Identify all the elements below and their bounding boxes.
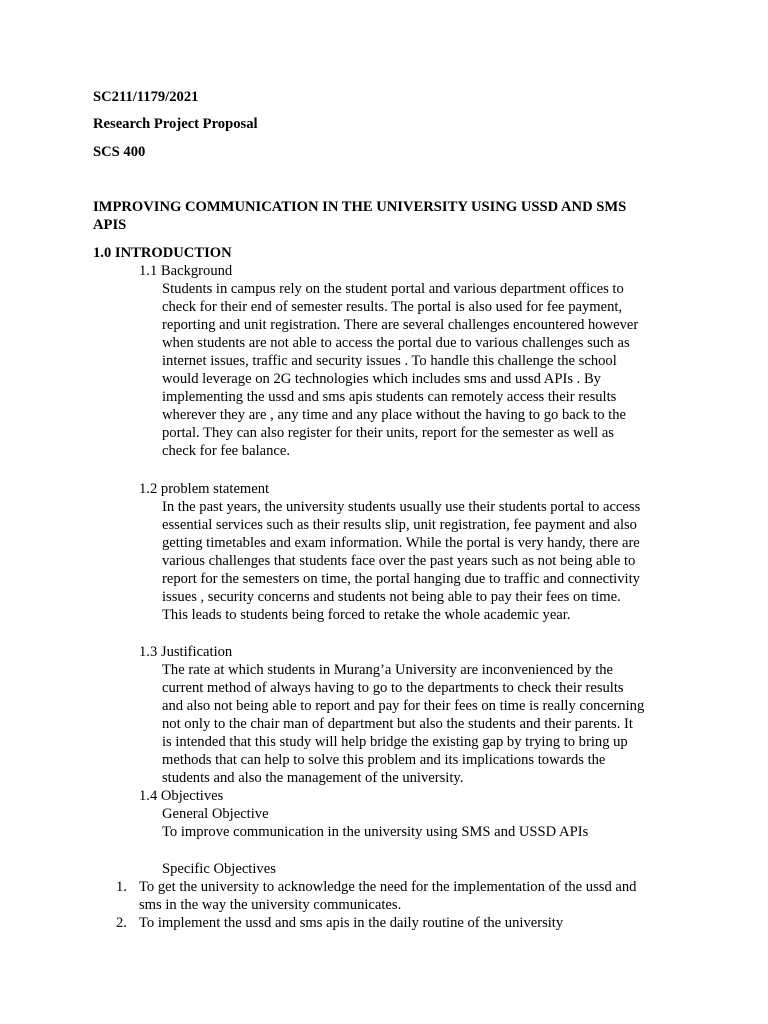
document-type: Research Project Proposal bbox=[93, 116, 258, 132]
background-heading: 1.1 Background bbox=[139, 263, 233, 279]
justification-line: is intended that this study will help bridge the existing gap by trying to bring up bbox=[162, 734, 628, 750]
intro-heading: 1.0 INTRODUCTION bbox=[93, 245, 232, 261]
title-line-2: APIS bbox=[93, 217, 127, 233]
justification-line: methods that can help to solve this problem and its implications towards the bbox=[162, 752, 606, 768]
list-item-line: To implement the ussd and sms apis in the daily routine of the university bbox=[139, 915, 564, 931]
background-line: internet issues, traffic and security issues . To handle this challenge the school bbox=[162, 353, 617, 369]
justification-line: and also not being able to report and pay for their fees on time is really concerning bbox=[162, 698, 645, 714]
problem-line: essential services such as their results slip, unit registration, fee payment and also bbox=[162, 517, 637, 533]
list-item-number: 2. bbox=[116, 915, 127, 931]
background-line: implementing the ussd and sms apis students can remotely access their results bbox=[162, 389, 617, 405]
background-line: would leverage on 2G technologies which includes sms and ussd APIs . By bbox=[162, 371, 601, 387]
general-objective-label: General Objective bbox=[162, 806, 269, 822]
background-line: Students in campus rely on the student portal and various department offices to bbox=[162, 281, 624, 297]
objectives-heading: 1.4 Objectives bbox=[139, 788, 224, 804]
student-id: SC211/1179/2021 bbox=[93, 89, 199, 105]
list-item-line: To get the university to acknowledge the need for the implementation of the ussd and bbox=[139, 879, 637, 895]
background-line: wherever they are , any time and any place without the having to go back to the bbox=[162, 407, 626, 423]
general-objective-text: To improve communication in the university using SMS and USSD APIs bbox=[162, 824, 589, 840]
course-code: SCS 400 bbox=[93, 144, 146, 160]
problem-heading: 1.2 problem statement bbox=[139, 481, 270, 497]
background-line: reporting and unit registration. There are several challenges encountered however bbox=[162, 317, 639, 333]
problem-line: This leads to students being forced to retake the whole academic year. bbox=[162, 607, 571, 623]
justification-line: students and also the management of the university. bbox=[162, 770, 464, 786]
justification-line: The rate at which students in Murang’a University are inconvenienced by the bbox=[162, 662, 614, 678]
problem-line: various challenges that students face over the past years such as not being able to bbox=[162, 553, 636, 569]
justification-line: not only to the chair man of department but also the students and their parents. It bbox=[162, 716, 633, 732]
problem-line: issues , security concerns and students not being able to pay their fees on time. bbox=[162, 589, 621, 605]
background-line: check for fee balance. bbox=[162, 443, 291, 459]
background-line: when students are not able to access the portal due to various challenges such as bbox=[162, 335, 630, 351]
title-line-1: IMPROVING COMMUNICATION IN THE UNIVERSITY USING USSD AND SMS bbox=[93, 199, 627, 215]
problem-line: In the past years, the university students usually use their students portal to access bbox=[162, 499, 641, 515]
background-line: check for their end of semester results. The portal is also used for fee payment, bbox=[162, 299, 623, 315]
problem-line: getting timetables and exam information. While the portal is very handy, there are bbox=[162, 535, 640, 551]
background-line: portal. They can also register for their units, report for the semester as well as bbox=[162, 425, 614, 441]
problem-line: report for the semesters on time, the portal hanging due to traffic and connectivity bbox=[162, 571, 640, 587]
list-item-line: sms in the way the university communicates. bbox=[139, 897, 402, 913]
list-item-number: 1. bbox=[116, 879, 127, 895]
justification-line: current method of always having to go to the departments to check their results bbox=[162, 680, 624, 696]
specific-objectives-label: Specific Objectives bbox=[162, 861, 276, 877]
justification-heading: 1.3 Justification bbox=[139, 644, 233, 660]
